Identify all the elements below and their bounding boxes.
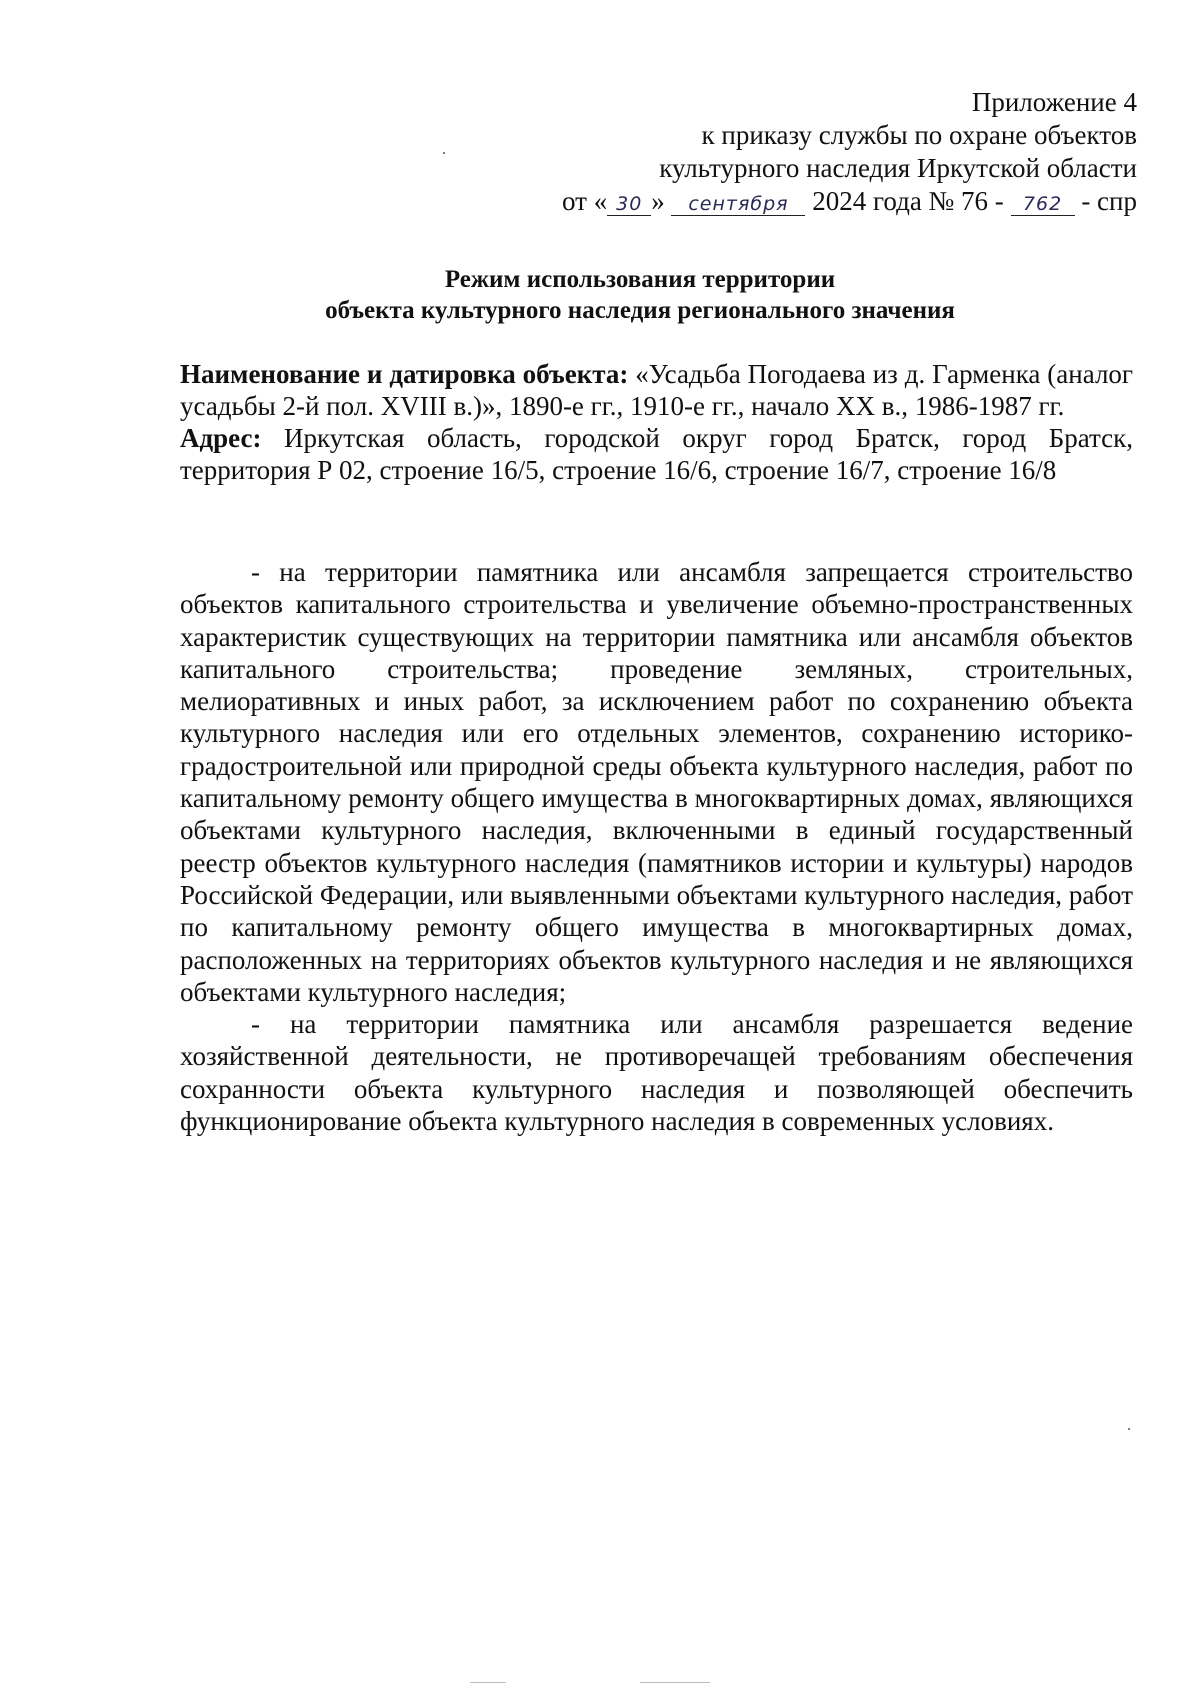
appendix-line-3: культурного наследия Иркутской области [659,153,1137,183]
appendix-line-2: к приказу службы по охране объектов [701,120,1137,150]
object-address-block [180,422,1133,486]
object-address-label: Адрес: [180,423,262,453]
handwritten-order-number: 762 [1011,193,1075,216]
object-address-value: Иркутская область, городской округ город Братск, город Братск, территория Р 02, строение 16/5, строение 16/6, строение 16/7, строение 16/8 [180,423,1133,485]
scan-speck [470,1682,506,1683]
date-mid: » [651,186,672,216]
handwritten-month: сентября [671,193,805,216]
object-name-block [180,358,1133,422]
usage-rules [180,556,1133,1137]
date-prefix: от « [562,186,608,216]
document-title [180,264,1100,326]
rule-paragraph-prohibited: - на территории памятника или ансамбля запрещается строительство объектов капитального строительства и увеличение объемно-пространственных характеристик существующих на территории памятника или ансамбля объектов капитального строительства; проведение земляных, строительных, мелиоративных и иных работ, за исключением работ по сохранению объекта культурного наследия или его отдельных элементов, сохранению историко-градостроительной или природной среды объекта культурного наследия, работ по капитальному ремонту общего имущества в многоквартирных домах, являющихся объектами культурного наследия, включенными в единый государственный реестр объектов культурного наследия (памятников истории и культуры) народов Российской Федерации, или выявленными объектами культурного наследия, работ по капитальному ремонту общего имущества в многоквартирных домах, расположенных на территориях объектов культурного наследия и не являющихся объектами культурного наследия; [180,557,1133,1007]
rule-paragraph-allowed: - на территории памятника или ансамбля разрешается ведение хозяйственной деятельности, не противоречащей требованиям обеспечения сохранности объекта культурного наследия и позволяющей обеспечить функционирование объекта культурного наследия в современных условиях. [180,1009,1133,1137]
appendix-header [562,86,1137,218]
object-details [180,358,1133,486]
scan-speck [443,152,445,154]
scan-speck [1128,1428,1130,1430]
object-name-label: Наименование и датировка объекта: [180,359,629,389]
appendix-line-1: Приложение 4 [971,87,1137,117]
object-name-value: «Усадьба Погодаева из д. Гарменка (аналог усадьбы 2-й пол. XVIII в.)», 1890-е гг., 1910-е гг., начало XX в., 1986-1987 гг. [180,359,1133,421]
appendix-date-line [562,185,1137,218]
date-year-text: 2024 года № 76 - [805,186,1011,216]
handwritten-day: 30 [607,193,651,216]
order-suffix: - спр [1074,186,1137,216]
title-line-1: Режим использования территории [444,266,836,293]
scan-speck [640,1682,710,1683]
title-line-2: объекта культурного наследия регионального значения [325,297,955,324]
